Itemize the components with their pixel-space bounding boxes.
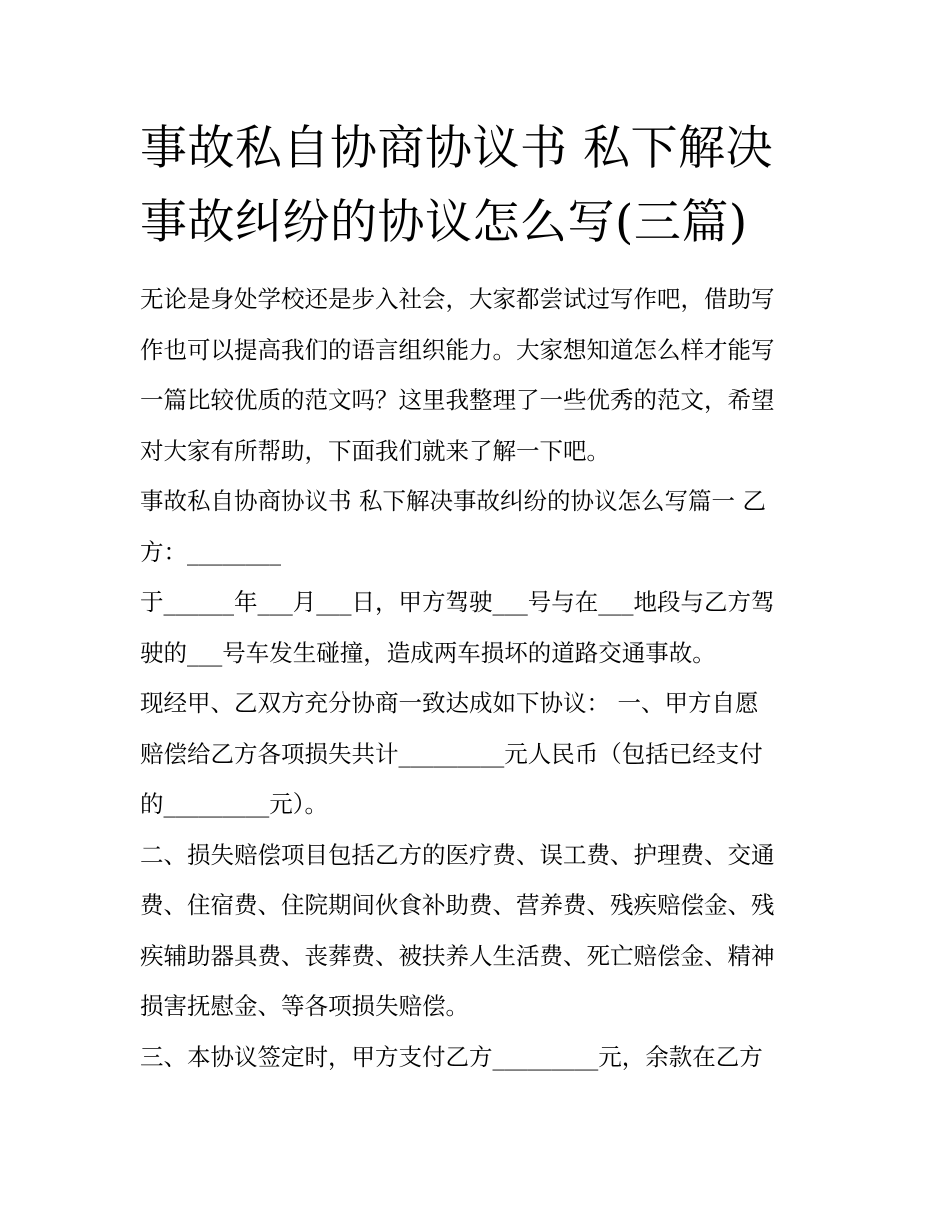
text-line: 方：________ (140, 537, 281, 566)
title-line: 事故私自协商协议书 私下解决 (140, 121, 773, 176)
agreement-clause-two (140, 830, 820, 1032)
text-line: 二、损失赔偿项目包括乙方的医疗费、误工费、护理费、交通 (140, 840, 775, 869)
agreement-clause-three (140, 1032, 820, 1083)
intro-paragraph (140, 274, 820, 476)
text-line: 的_________元）。 (140, 790, 328, 818)
text-line: 费、住宿费、住院期间伙食补助费、营养费、残疾赔偿金、残 (140, 891, 775, 919)
text-line: 驶的___号车发生碰撞，造成两车损坏的道路交通事故。 (140, 638, 716, 667)
text-line: 一篇比较优质的范文吗？这里我整理了一些优秀的范文，希望 (140, 386, 775, 414)
document-title (140, 112, 820, 260)
text-line: 作也可以提高我们的语言组织能力。大家想知道怎么样才能写 (140, 335, 775, 364)
text-line: 现经甲、乙双方充分协商一致达成如下协议： 一、甲方自愿 (140, 689, 759, 717)
section-heading-paragraph (140, 476, 820, 577)
text-line: 损害抚慰金、等各项损失赔偿。 (140, 992, 469, 1020)
text-line: 疾辅助器具费、丧葬费、被扶养人生活费、死亡赔偿金、精神 (140, 941, 775, 970)
text-line: 对大家有所帮助，下面我们就来了解一下吧。 (140, 436, 610, 465)
text-line: 三、本协议签定时，甲方支付乙方_________元，余款在乙方 (140, 1042, 763, 1071)
accident-description-paragraph (140, 577, 820, 678)
document-page (140, 112, 820, 1082)
text-line: 赔偿给乙方各项损失共计_________元人民币（包括已经支付 (140, 739, 763, 768)
title-line: 事故纠纷的协议怎么写(三篇) (140, 195, 748, 250)
text-line: 于______年___月___日，甲方驾驶___号与在___地段与乙方驾 (140, 588, 775, 616)
text-line: 无论是身处学校还是步入社会，大家都尝试过写作吧，借助写 (140, 285, 775, 313)
text-line: 事故私自协商协议书 私下解决事故纠纷的协议怎么写篇一 乙 (140, 487, 766, 515)
agreement-clause-one (140, 678, 820, 830)
